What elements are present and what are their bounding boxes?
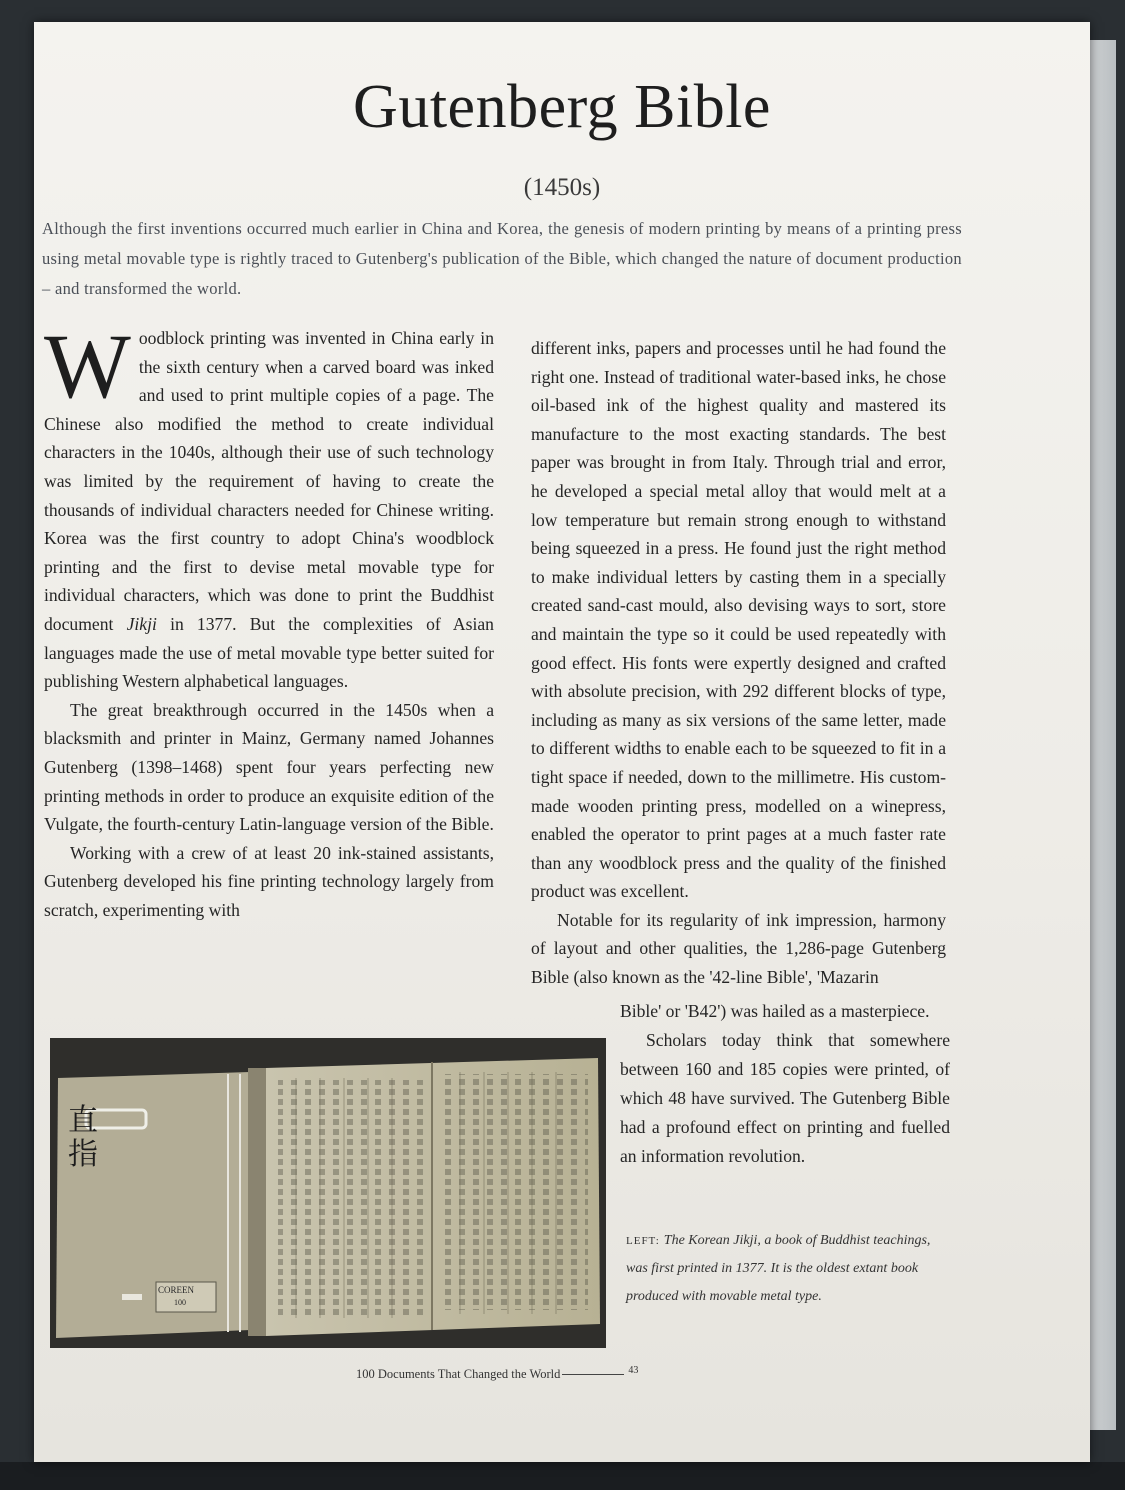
cover-glyphs: 直指 <box>68 1103 98 1172</box>
page-footer <box>356 1365 638 1382</box>
paragraph-1 <box>44 315 494 696</box>
paragraph-3-continued: different inks, papers and processes until he had found the right one. Instead of traditional water-based inks, he chose oil-based ink of the highest quality and mastered its manufacture to the most exacting standards. The best paper was brought in from Italy. Through trial and error, he developed a special metal alloy that would melt at a low temperature but remain strong enough to withstand being squeezed in a press. He found just the right method to make individual letters by casting them in a specially created sand-cast mould, also devising ways to sort, store and maintain the type so it could be used repeatedly with good effect. His fonts were expertly designed and crafted with absolute precision, with 292 different blocks of type, including as many as six versions of the same letter, made to different widths to enable each to be squeezed to fit in a tight space if needed, down to the millimetre. His custom-made wooden printing press, modelled on a winepress, enabled the operator to print pages at a much faster rate than any woodblock press and the quality of the finished product was excellent. <box>531 338 946 902</box>
right-column <box>531 334 946 992</box>
caption-text: The Korean Jikji, a book of Buddhist teachings, was first printed in 1377. It is the oldest extant book produced with movable metal type. <box>626 1233 931 1304</box>
page-title: Gutenberg Bible <box>353 73 771 141</box>
photo-caption <box>626 1227 946 1311</box>
page-number: 43 <box>628 1365 639 1376</box>
drop-cap: W <box>44 315 131 417</box>
paragraph-3: Working with a crew of at least 20 ink-stained assistants, Gutenberg developed his fine printing technology largely from scratch, experimenting with <box>44 842 494 920</box>
paragraph-4-continued: Bible' or 'B42') was hailed as a masterpiece. <box>620 1001 930 1021</box>
page-subtitle: (1450s) <box>523 174 601 201</box>
jikji-book-illustration <box>50 1038 606 1348</box>
paragraph-1-end: in 1377. But the complexities of Asian languages made the use of metal movable type better suited for publishing Western alphabetical languages. <box>44 613 494 692</box>
jikji-photo <box>50 1038 606 1348</box>
footer-book-title: 100 Documents That Changed the World <box>356 1367 561 1382</box>
background-shadow <box>0 1462 1125 1490</box>
paragraph-2: The great breakthrough occurred in the 1450s when a blacksmith and printer in Mainz, Germany named Johannes Gutenberg (1398–1468) spent four years perfecting new printing methods in order to produce an exquisite edition of the Vulgate, the fourth-century Latin-language version of the Bible. <box>44 699 494 835</box>
paragraph-1-text: oodblock printing was invented in China early in the sixth century when a carved board was inked and used to print multiple copies of a page. The Chinese also modified the method to create individual characters in the 1040s, although their use of such technology was limited by the requirement of having to create the thousands of individual characters needed for Chinese writing. Korea was the first country to adopt China's woodblock printing and the first to devise metal movable type for individual characters, which was done to print the Buddhist document <box>44 328 494 634</box>
paragraph-5: Scholars today think that somewhere between 160 and 185 copies were printed, of which 48 have survived. The Gutenberg Bible had a profound effect on printing and fuelled an information revolution. <box>620 1030 950 1166</box>
caption-label: LEFT: <box>626 1235 660 1247</box>
paragraph-4: Notable for its regularity of ink impression, harmony of layout and other qualities, the 1,286-page Gutenberg Bible (also known as the '42-line Bible', 'Mazarin <box>531 909 946 988</box>
cover-label-text: COREEN <box>158 1285 194 1295</box>
book-page <box>34 22 1090 1462</box>
cover-label-number: 100 <box>174 1298 186 1307</box>
footer-rule <box>562 1374 624 1375</box>
intro-paragraph: Although the first inventions occurred much earlier in China and Korea, the genesis of modern printing by means of a printing press using metal movable type is rightly traced to Gutenberg's publication of the Bible, which changed the nature of document production – and transformed the world. <box>42 219 962 298</box>
adjacent-pages-edge <box>1090 40 1116 1430</box>
left-column <box>44 315 494 924</box>
right-column-lower <box>620 997 950 1171</box>
jikji-italic: Jikji <box>126 613 157 634</box>
